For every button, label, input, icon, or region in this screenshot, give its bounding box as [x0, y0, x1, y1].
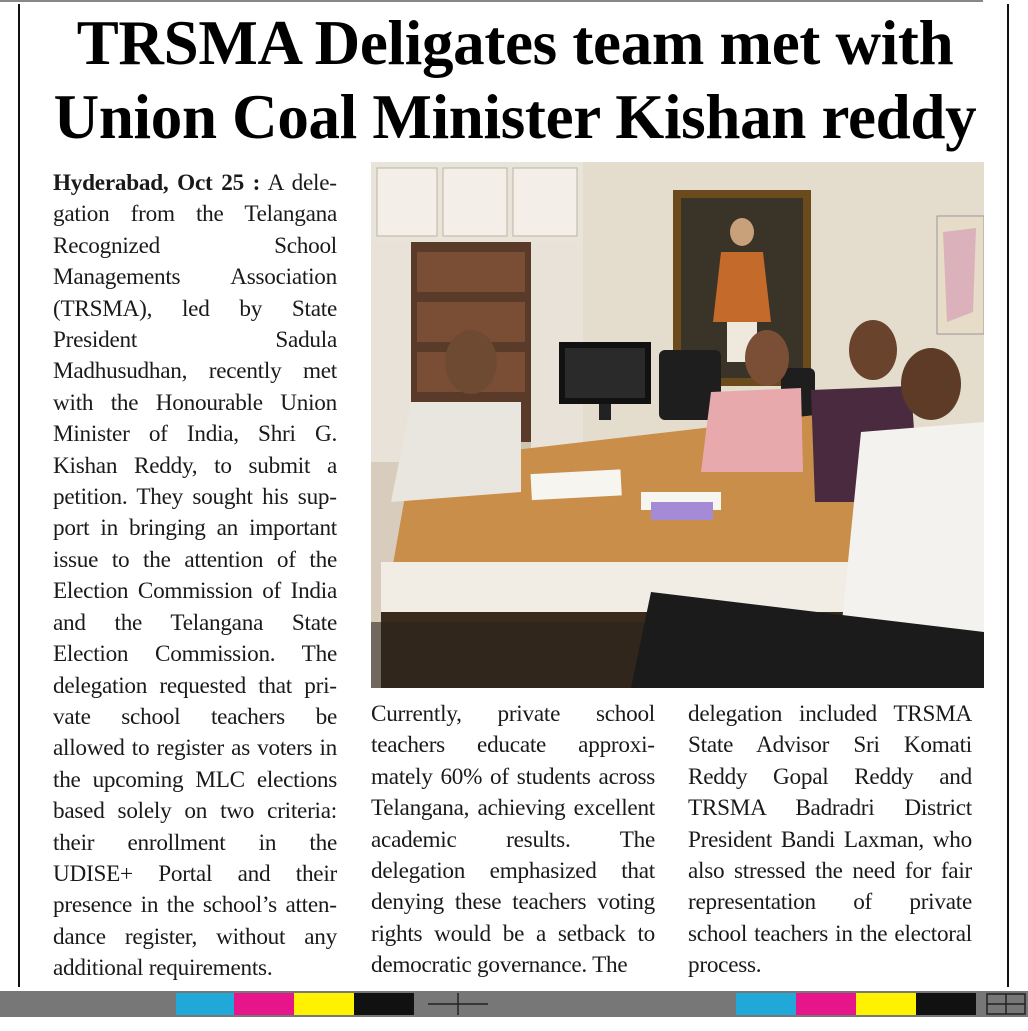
column-1-paragraph	[53, 168, 337, 985]
right-column-rule	[1007, 4, 1009, 987]
news-photo	[371, 162, 984, 688]
dateline: Hyderabad, Oct 25 :	[53, 170, 261, 196]
meeting-photo-illustration	[371, 162, 984, 688]
column-3-text: delegation included TRSMA State Advisor Sri Komati Reddy Gopal Reddy and TRSMA Badradri District President Bandi Laxman, who also stressed the need for fair representation of private school teachers in the electoral process.	[688, 701, 972, 979]
black-swatch	[354, 993, 414, 1015]
article-column-3	[688, 699, 972, 982]
magenta-swatch-2	[796, 993, 856, 1015]
registration-mark-icon	[428, 991, 488, 1017]
column-2-text: Currently, private school teachers educate approximately 60% of students across Telangana, achieving excellent academic results. The delegation emphasized that denying these teachers voting rights would be a setback to democratic governance. The	[371, 701, 655, 979]
cyan-swatch-2	[736, 993, 796, 1015]
magenta-swatch	[234, 993, 294, 1015]
article-column-2	[371, 699, 655, 982]
headline-line-2: Union Coal Minister Kishan reddy	[53, 82, 977, 152]
yellow-swatch-2	[856, 993, 916, 1015]
black-swatch-2	[916, 993, 976, 1015]
left-column-rule	[18, 4, 20, 987]
top-rule	[0, 0, 983, 2]
registration-box-icon	[984, 991, 1028, 1017]
article-column-1	[53, 168, 337, 985]
column-1-text: A delegation from the Telangana Recognized School Managements Association (TRSMA), led by State President Sadula Madhusudhan, recently met with the Honourable Union Minister of India, Shri G. Kishan Reddy, to submit a petition. They sought his support in bringing an important issue to the attention of the Election Commission of India and the Telangana State Election Commission. The delegation requested that private school teachers be allowed to register as voters in the upcoming MLC elections based solely on two criteria: their enrollment in the UDISE+ Portal and their presence in the school’s attendance register, without any additional requirements.	[53, 170, 337, 982]
cyan-swatch	[176, 993, 234, 1015]
headline-line-1: TRSMA Deligates team met with	[76, 8, 954, 78]
yellow-swatch	[294, 993, 354, 1015]
headline	[30, 6, 1000, 154]
print-color-bar	[0, 991, 1028, 1017]
